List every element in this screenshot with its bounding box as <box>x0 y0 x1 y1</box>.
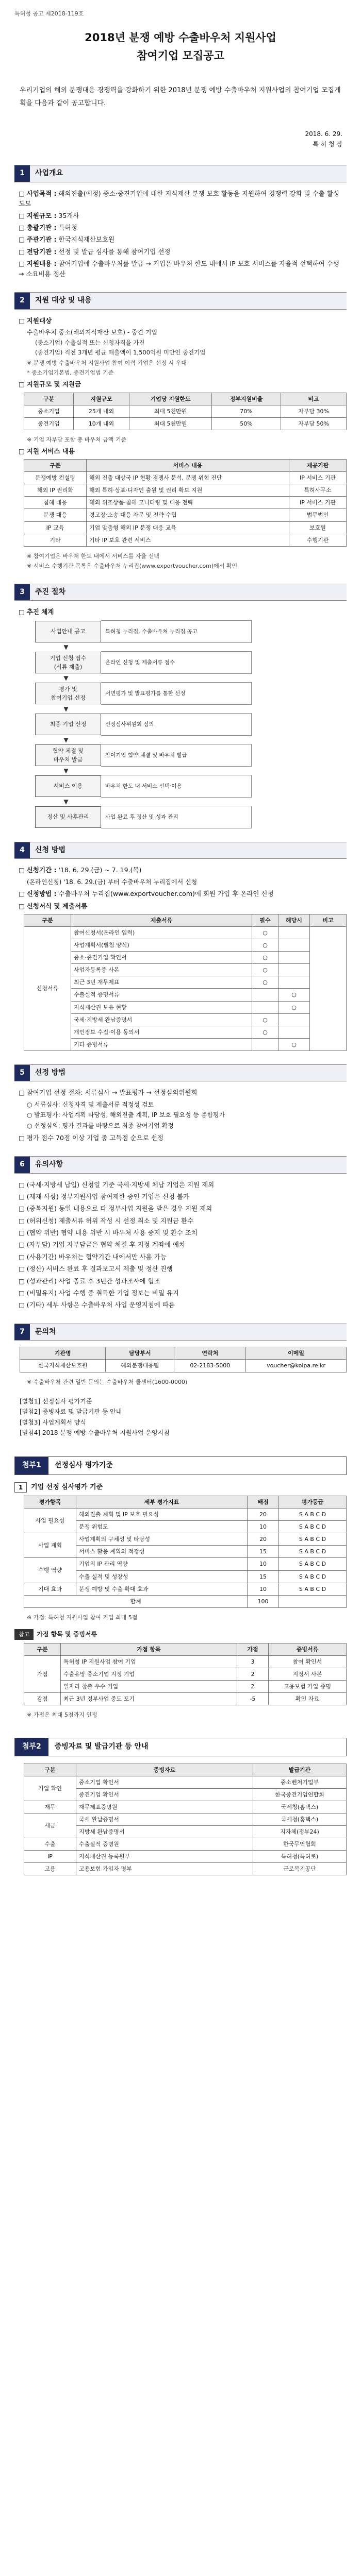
process-flow <box>35 620 252 828</box>
table-row: 서비스 활용 계획의 적정성 15 S A B C D <box>24 1546 347 1558</box>
table-row: 사업계획서(별첨 양식) ○ <box>24 939 347 952</box>
notice-number: 특허청 공고 제2018-119호 <box>14 10 84 17</box>
list-item: □ (비밀유지) 사업 수행 중 취득한 기업 정보는 비밀 유지 <box>19 1289 179 1297</box>
flow-step: 협약 체결 및 바우처 발급 참여기업 협약 체결 및 바우처 발급 <box>35 744 252 767</box>
box-heading: 1 기업 선정 심사평가 기준 <box>14 1482 347 1493</box>
attachment-item: [별첨1] 선정심사 평가기준 <box>20 1397 92 1405</box>
table-row: 기업 확인 중소기업 확인서 중소벤처기업부 <box>24 1776 347 1788</box>
section-number: 3 <box>14 584 30 601</box>
target-note: * 중소기업기본법, 중견기업법 기준 <box>27 369 114 377</box>
table-row: 개인정보 수집·이용 동의서 ○ <box>24 1026 347 1038</box>
table-row: 재무 재무제표증명원 국세청(홈택스) <box>24 1801 347 1813</box>
contact-table: 기관명 담당부서 연락처 이메일 한국지식재산보호원 해외분쟁대응팀 02-2183-5000 voucher@koipa.re.kr <box>20 1347 347 1372</box>
docs-table: 구분 제출서류 필수 해당시 비고 신청서류 참여신청서(온라인 입력) ○ 사업계획서(별첨 양식) ○ 중소·중견기업 확인서 ○ 사업자등록증 사본 ○ 최근 3년 재무제표 ○ 수출실적 증명서류 ○ 지식재산권 보유 현황 ○ 국세·지방세 완납증명서 ○ 개인정보 수집·이용 동의서 ○ 기타 증빙서류 ○ <box>24 914 347 1051</box>
list-item: □ (기타) 세부 사항은 수출바우처 사업 운영지침에 따름 <box>19 1301 175 1309</box>
arrow-down-icon: ▼ <box>63 674 69 682</box>
flow-step: 사업안내 공고 특허청 누리집, 수출바우처 누리집 공고 <box>35 620 252 643</box>
bonus-table: 구분 가점 항목 가점 증빙서류 가점 특허청 IP 지원사업 참여 기업 3 참여 확인서 수출유망 중소기업 지정 기업 2 지정서 사본 일자리 창출 우수 기업 2 고용보험 가입 증명 감점 최근 3년 정부사업 중도 포기 -5 확인 자료 <box>24 1643 347 1705</box>
table-row: 해외 IP 권리화 해외 특허·상표·디자인 출원 및 권리 확보 지원 특허사무소 <box>24 484 347 497</box>
table-row: 수출실적 증명서류 ○ <box>24 989 347 1001</box>
list-item: □ (중복지원) 동일 내용으로 타 정부사업 지원을 받은 경우 지원 제외 <box>19 1205 212 1213</box>
section-title: 신청 방법 <box>30 842 347 859</box>
section-4-heading <box>14 842 347 859</box>
scale-note: ※ 기업 자부담 포함 총 바우처 금액 기준 <box>27 436 127 443</box>
table-row: 중견기업 10개 내외 최대 5천만원 50% 자부담 50% <box>24 417 347 430</box>
table-row: 합계 100 <box>24 1595 347 1607</box>
table-row: 감점 최근 3년 정부사업 중도 포기 -5 확인 자료 <box>24 1692 347 1705</box>
table-row: 세금 국세 완납증명서 국세청(홈택스) <box>24 1813 347 1825</box>
list-item: ○ 서류심사: 신청자격 및 제출서류 적정성 검토 <box>27 1100 154 1108</box>
table-row: 수출유망 중소기업 지정 기업 2 지정서 사본 <box>24 1668 347 1680</box>
list-item: □ 지원규모 : 35개사 <box>19 211 79 219</box>
submit-line: □ 신청방법 : 수출바우처 누리집(www.exportvoucher.com)에 회원 가입 후 온라인 신청 <box>19 890 274 898</box>
flow-step: 서비스 이용 바우처 한도 내 서비스 선택·이용 <box>35 775 252 798</box>
section-7-heading <box>14 1324 347 1341</box>
list-item: □ (국세·지방세 납입) 신청일 기준 국세·지방세 체납 기업은 지원 제외 <box>19 1180 215 1189</box>
list-item: □ (사용기간) 바우처는 협약기간 내에서만 사용 가능 <box>19 1252 167 1261</box>
table-row: 사업 필요성 해외진출 계획 및 IP 보호 필요성 20 S A B C D <box>24 1509 347 1521</box>
list-item: □ 참여기업 선정 절차: 서류심사 → 발표평가 → 선정심의위원회 <box>19 1089 198 1097</box>
table-row: 기타 증빙서류 ○ <box>24 1038 347 1050</box>
service-heading: □ 지원 서비스 내용 <box>19 447 75 455</box>
section-3-heading <box>14 584 347 601</box>
attachment-item: [별첨2] 증빙자료 및 발급기관 등 안내 <box>20 1408 122 1416</box>
section-1-heading <box>14 165 347 182</box>
table-row: 중소기업 25개 내외 최대 5천만원 70% 자부담 30% <box>24 405 347 417</box>
table-row: 한국지식재산보호원 해외분쟁대응팀 02-2183-5000 voucher@koipa.re.kr <box>20 1360 347 1372</box>
section-title: 유의사항 <box>30 1157 347 1173</box>
table-row: 중견기업 확인서 한국중견기업연합회 <box>24 1788 347 1801</box>
flow-step: 정산 및 사후관리 사업 완료 후 정산 및 성과 관리 <box>35 806 252 828</box>
list-item: □ 지원내용 : 참여기업에 수출바우처를 발급 → 기업은 바우처 한도 내에서 IP 보호 서비스를 자율적 선택하여 수행 → 소요비용 정산 <box>19 260 339 278</box>
bonus-note: ※ 가점은 최대 5점까지 인정 <box>27 1711 97 1718</box>
list-item: □ 평가 점수 70점 이상 기업 중 고득점 순으로 선정 <box>19 1133 163 1142</box>
section-5-heading <box>14 1064 347 1082</box>
arrow-down-icon: ▼ <box>63 705 69 713</box>
attachment-item: [별첨3] 사업계획서 양식 <box>20 1418 86 1426</box>
flow-step: 최종 기업 선정 선정심사위원회 심의 <box>35 713 252 736</box>
section-title: 사업개요 <box>30 165 347 182</box>
service-note: ※ 서비스 수행기관 목록은 수출바우처 누리집(www.exportvoucher.com)에서 확인 <box>27 562 238 569</box>
section-6-heading <box>14 1156 347 1174</box>
section-number: 6 <box>14 1157 30 1173</box>
section-2-heading <box>14 292 347 310</box>
scale-heading: □ 지원규모 및 지원금 <box>19 380 81 388</box>
list-item: □ 총괄기관 : 특허청 <box>19 224 77 232</box>
list-item: □ (정산) 서비스 완료 후 결과보고서 제출 및 정산 진행 <box>19 1265 173 1273</box>
contact-note: ※ 수출바우처 관련 일반 문의는 수출바우처 콜센터(1600-0000) <box>27 1378 188 1385</box>
table-row: 수출 실적 및 성장성 15 S A B C D <box>24 1570 347 1583</box>
target-note: ※ 분쟁 예방 수출바우처 지원사업 참여 이력 기업은 선정 시 우대 <box>27 360 187 367</box>
table-row: 지방세 완납증명서 지자체(정부24) <box>24 1825 347 1838</box>
table-row: 최근 3년 재무제표 ○ <box>24 976 347 989</box>
attachment-1-heading: 첨부1 선정심사 평가기준 <box>14 1456 347 1475</box>
table-row: 신청서류 참여신청서(온라인 입력) ○ <box>24 927 347 939</box>
section-number: 4 <box>14 842 30 859</box>
table-row: 고용 고용보험 가입자 명부 근로복지공단 <box>24 1863 347 1875</box>
list-item: □ 사업목적 : 해외진출(예정) 중소·중견기업에 대한 지식재산 분쟁 보호 활동을 지원하여 경쟁력 강화 및 수출 활성 도모 <box>19 189 339 208</box>
attachment-item: [별첨4] 2018 분쟁 예방 수출바우처 지원사업 운영지침 <box>20 1429 170 1437</box>
target-sub: (중견기업) 직전 3개년 평균 매출액이 1,500억원 미만인 중견기업 <box>35 349 206 357</box>
flow-step: 기업 신청 접수 (서류 제출) 온라인 신청 및 제출서류 접수 <box>35 651 252 674</box>
section-number: 5 <box>14 1065 30 1081</box>
arrow-down-icon: ▼ <box>63 798 69 805</box>
table-row: 침해 대응 해외 위조상품·침해 모니터링 및 대응 전략 IP 서비스 기관 <box>24 497 347 509</box>
table-row: 분쟁 대응 경고장·소송 대응 자문 및 전략 수립 법무법인 <box>24 509 347 521</box>
section-number: 1 <box>14 165 30 182</box>
evidence-table: 구분 증빙자료 발급기관 기업 확인 중소기업 확인서 중소벤처기업부 중견기업 확인서 한국중견기업연합회 재무 재무제표증명원 국세청(홈택스) 세금 국세 완납증명서 국세청(홈택스) 지방세 완납증명서 지자체(정부24) 수출 수출실적 증명원 한국무역협회 IP 지식재산권 등록원부 특허청(특허로) 고용 고용보험 가입자 명부 근로복지공단 <box>24 1764 347 1875</box>
list-item: □ (성과관리) 사업 종료 후 3년간 성과조사에 협조 <box>19 1277 160 1285</box>
table-row: 중소·중견기업 확인서 ○ <box>24 952 347 964</box>
page-title: 2018년 분쟁 예방 수출바우처 지원사업 <box>85 31 276 44</box>
table-row: 수행 역량 기업의 IP 관리 역량 10 S A B C D <box>24 1558 347 1570</box>
list-item: □ (자부담) 기업 자부담금은 협약 체결 후 지정 계좌에 예치 <box>19 1241 185 1249</box>
list-item: ○ 발표평가: 사업계획 타당성, 해외진출 계획, IP 보호 필요성 등 종합평가 <box>27 1111 225 1119</box>
table-row: 국세·지방세 완납증명서 ○ <box>24 1013 347 1026</box>
table-row: IP 지식재산권 등록원부 특허청(특허로) <box>24 1851 347 1863</box>
list-item: □ (제재 사항) 정부지원사업 참여제한 중인 기업은 신청 불가 <box>19 1192 190 1200</box>
notice-date: 2018. 6. 29. <box>305 130 342 138</box>
date-block <box>14 129 342 150</box>
period-line: □ 신청기간 : '18. 6. 29.(금) ~ 7. 19.(목) <box>19 866 142 874</box>
email-link[interactable]: voucher@koipa.re.kr <box>246 1360 347 1372</box>
arrow-down-icon: ▼ <box>63 643 69 651</box>
service-table: 구분 서비스 내용 제공기관 분쟁예방 컨설팅 해외 진출 대상국 IP 현황·경쟁사 분석, 분쟁 위험 진단 IP 서비스 기관 해외 IP 권리화 해외 특허·상표·디자인 출원 및 권리 확보 지원 특허사무소 침해 대응 해외 위조상품·침해 모니터링 및 대응 전략 IP 서비스 기관 분쟁 대응 경고장·소송 대응 자문 및 전략 수립 법무법인 IP 교육 기업 맞춤형 해외 IP 분쟁 대응 교육 보호원 기타 기타 IP 보호 관련 서비스 수행기관 <box>24 459 347 546</box>
table-row: 분쟁예방 컨설팅 해외 진출 대상국 IP 현황·경쟁사 분석, 분쟁 위험 진단 IP 서비스 기관 <box>24 472 347 484</box>
section-title: 지원 대상 및 내용 <box>30 293 347 309</box>
list-item: □ 전담기관 : 선정 및 발급 심사를 통해 참여기업 선정 <box>19 247 171 256</box>
online-line: (온라인신청) '18. 6. 29.(금) 부터 수출바우처 누리집에서 신청 <box>27 878 198 886</box>
issuer: 특 허 청 장 <box>313 140 342 148</box>
scale-table: 구분 지원규모 기업당 지원한도 정부지원비율 비고 중소기업 25개 내외 최대 5천만원 70% 자부담 30% 중견기업 10개 내외 최대 5천만원 50% 자부담 50% <box>24 393 347 430</box>
table-row: 수출 수출실적 증명원 한국무역협회 <box>24 1838 347 1850</box>
section-title: 선정 방법 <box>30 1065 347 1081</box>
arrow-down-icon: ▼ <box>63 736 69 743</box>
section-number: 7 <box>14 1324 30 1341</box>
section-number: 2 <box>14 293 30 309</box>
table-row: 사업 계획 사업계획의 구체성 및 타당성 20 S A B C D <box>24 1533 347 1546</box>
section-1-items <box>14 189 347 279</box>
target-heading: □ 지원대상 <box>19 316 52 325</box>
table-row: 분쟁 위험도 10 S A B C D <box>24 1521 347 1533</box>
table-row: 지식재산권 보유 현황 ○ <box>24 1001 347 1013</box>
reference-heading: 참고 가점 항목 및 증빙서류 <box>14 1629 347 1640</box>
section-title: 문의처 <box>30 1324 347 1341</box>
list-item: □ 주관기관 : 한국지식재산보호원 <box>19 235 115 244</box>
table-row: IP 교육 기업 맞춤형 해외 IP 분쟁 대응 교육 보호원 <box>24 521 347 534</box>
title-block <box>14 29 347 64</box>
intro-paragraph: 우리기업의 해외 분쟁대응 경쟁력을 강화하기 위한 2018년 분쟁 예방 수출바우처 지원사업의 참여기업 모집계획을 다음과 같이 공고합니다. <box>20 87 341 107</box>
target-text: 수출바우처 중소(해외지식재산 보호) - 중견 기업 <box>27 329 158 336</box>
page-subtitle: 참여기업 모집공고 <box>137 49 224 62</box>
table-row: 가점 특허청 IP 지원사업 참여 기업 3 참여 확인서 <box>24 1655 347 1668</box>
table-row: 일자리 창출 우수 기업 2 고용보험 가입 증명 <box>24 1680 347 1692</box>
table-row: 기대 효과 분쟁 예방 및 수출 확대 효과 10 S A B C D <box>24 1583 347 1595</box>
target-sub: (중소기업) 수출실적 또는 신청자격을 가진 <box>35 338 145 346</box>
docs-heading: □ 신청서식 및 제출서류 <box>19 902 88 910</box>
list-item: □ (협약 위반) 협약 내용 위반 시 바우처 사용 중지 및 환수 조치 <box>19 1229 198 1237</box>
attachment-2-heading: 첨부2 증빙자료 및 발급기관 등 안내 <box>14 1738 347 1756</box>
table-row: 사업자등록증 사본 ○ <box>24 964 347 976</box>
evaluation-table: 평가항목 세부 평가지표 배점 평가등급 사업 필요성 해외진출 계획 및 IP 보호 필요성 20 S A B C D 분쟁 위험도 10 S A B C D 사업 계획 사업계획의 구체성 및 타당성 20 S A B C D 서비스 활용 계획의 적정성 15 S A B C D 수행 역량 기업의 IP 관리 역량 10 S A B C D 수출 실적 및 성장성 15 S A B C D 기대 효과 분쟁 예방 및 수출 확대 효과 10 S A B C D 합계 100 <box>24 1496 347 1607</box>
table-row: 기타 기타 IP 보호 관련 서비스 수행기관 <box>24 534 347 546</box>
section-title: 추진 절차 <box>30 584 347 601</box>
service-note: ※ 참여기업은 바우처 한도 내에서 서비스를 자율 선택 <box>27 552 159 560</box>
flow-heading: □ 추진 체계 <box>19 608 54 616</box>
arrow-down-icon: ▼ <box>63 767 69 774</box>
list-item: □ (허위신청) 제출서류 허위 작성 시 선정 취소 및 지원금 환수 <box>19 1216 194 1225</box>
list-item: ○ 선정심의: 평가 결과를 바탕으로 최종 참여기업 확정 <box>27 1122 174 1129</box>
evaluation-note: ※ 가점: 특허청 지원사업 참여 기업 최대 5점 <box>27 1614 138 1621</box>
flow-step: 평가 및 참여기업 선정 서면평가 및 발표평가를 통한 선정 <box>35 682 252 705</box>
